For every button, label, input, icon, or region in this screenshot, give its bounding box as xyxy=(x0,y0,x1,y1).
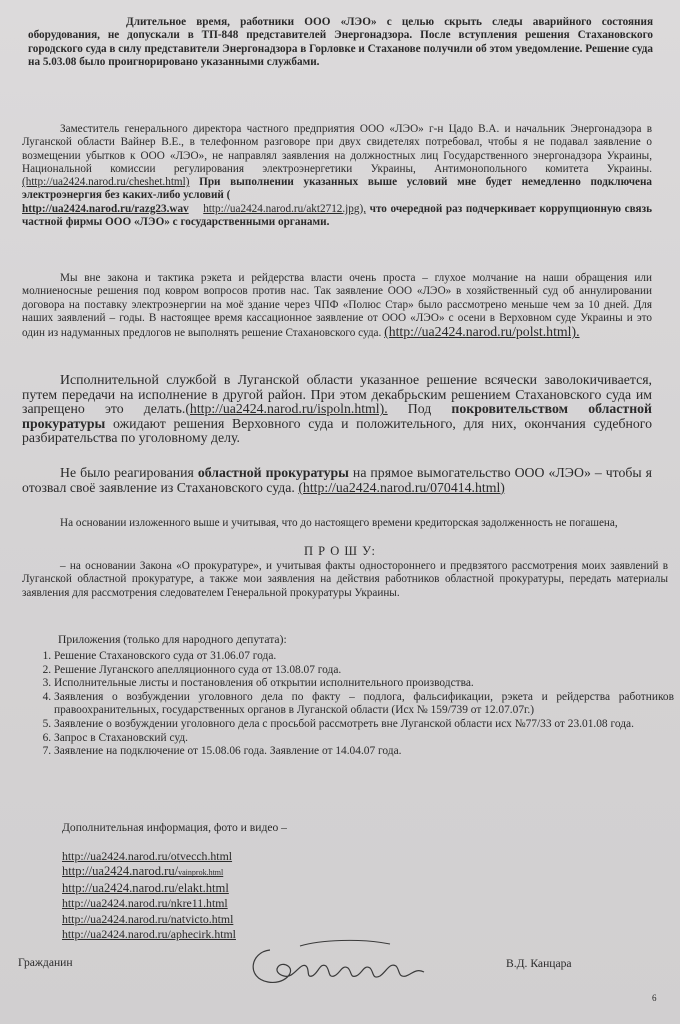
footer-signer-name: В.Д. Канцара xyxy=(506,957,572,970)
link-ispoln[interactable]: http://ua2424.narod.ru/ispoln.html). xyxy=(189,401,388,417)
paragraph-grounds: На основании изложенного выше и учитывая, что до настоящего времени кредиторская задолженность не погашена, xyxy=(60,517,618,529)
paragraph-enforcement-tail: ожидают решения Верховного суда и положительного, для них, окончания судебного разбирательства по уголовному делу. xyxy=(22,415,652,446)
demand-condition: При выполнении указанных выше условий мне будет немедленно подключена электроэнергия без каких-либо условий ( xyxy=(22,176,653,202)
corruption-statement: что очередной раз подчеркивает коррупционную связь частной фирмы ООО «ЛЭО» с государственными органами. xyxy=(22,202,653,229)
paragraph-racket-text: Мы вне закона и тактика рэкета и рейдерства власти очень проста – глухое молчание на наши обращения или молниеносные решения под ковром вопросов против нас. Так заявление ООО «ЛЭО» в хозяйственный суд об аннулировании договора на поставку электроэнергии на моё здание через ЧПФ «Полюс Стар» было рассмотрено меньше чем за 10 дней. Для наших заявлений – годы. В настоящее время кассационное заявление от ООО «ЛЭО» с осени в Верховном суде Украины и это один из надуманных предлогов не выполнять решение Стахановского суда. xyxy=(22,272,652,340)
signature-image xyxy=(240,932,440,992)
link-070414[interactable]: (http://ua2424.narod.ru/070414.html) xyxy=(298,479,505,495)
attachments-list xyxy=(28,650,674,759)
paragraph-enforcement xyxy=(22,373,652,446)
request-paragraph: – на основании Закона «О прокуратуре», и учитывая факты одностороннего и предвзятого рассмотрения моих заявлений в Луганской областной прокуратуре, а также мои заявления на действия работников областной прокуратуры, передать материалы заявления для рассмотрения следователем Генеральной прокуратуры Украины. xyxy=(22,560,668,599)
attachment-item: 5. Заявление о возбуждении уголовного дела с просьбой рассмотреть вне Луганской области исх №77/33 от 23.01.08 года. xyxy=(54,718,674,732)
link-aphecirk[interactable]: http://ua2424.narod.ru/aphecirk.html xyxy=(62,927,236,942)
extra-info-label: Дополнительная информация, фото и видео – xyxy=(62,821,287,834)
link-vainprok-page: vainprok.html xyxy=(178,868,224,878)
attachments-title: Приложения (только для народного депутата): xyxy=(58,633,287,646)
links-list xyxy=(62,849,236,942)
footer-citizen-label: Гражданин xyxy=(18,956,73,969)
link-vainprok-base: http://ua2424.narod.ru/ xyxy=(62,864,179,879)
attachment-item: 6. Запрос в Стахановский суд. xyxy=(54,732,674,746)
link-polst[interactable]: (http://ua2424.narod.ru/polst.html). xyxy=(384,324,580,340)
prosecutor-patronage: покровительством областной прокуратуры xyxy=(22,401,652,431)
paragraph-racket xyxy=(22,272,652,340)
link-natvicto[interactable]: http://ua2424.narod.ru/natvicto.html xyxy=(62,911,234,926)
intro-paragraph: Длительное время, работники ООО «ЛЭО» с целью скрыть следы аварийного состояния оборудования, не допускали в ТП-848 представителей Энергонадзора. После вступления решения Стахановского городского суда в силу представители Энергонадзора в Горловке и Стаханове получили об этом уведомление. Решение суда на 5.03.08 было проигнорировано указанными службами. xyxy=(28,16,653,68)
attachment-item: 7. Заявление на подключение от 15.08.06 года. Заявление от 14.04.07 года. xyxy=(54,745,674,759)
paragraph-enforcement-mid: Под xyxy=(387,401,452,417)
link-vainprok[interactable] xyxy=(62,864,236,880)
request-heading: П Р О Ш У: xyxy=(304,544,376,558)
regional-prosecutor: областной прокуратуры xyxy=(197,465,349,480)
attachment-item: 3. Исполнительные листы и постановления об открытии исполнительного производства. xyxy=(54,677,674,691)
link-akt2712[interactable]: http://ua2424.narod.ru/akt2712.jpg), xyxy=(203,202,367,215)
link-elakt[interactable]: http://ua2424.narod.ru/elakt.html xyxy=(62,880,229,895)
paragraph-enforcement-text: Исполнительной службой в Луганской области указанное решение всячески заволокичивается, путем передачи на исполнение в другой район. При этом декабрьским решением Стахановского суда им запрещено это делать.( xyxy=(22,372,652,417)
page-number: 6 xyxy=(652,993,657,1003)
link-nkre11[interactable]: http://ua2424.narod.ru/nkre11.html xyxy=(62,896,228,911)
link-cheshet[interactable]: (http://ua2424.narod.ru/cheshet.html) xyxy=(22,176,190,189)
paragraph-extortion-lead: Не было реагирования xyxy=(60,465,198,480)
attachment-item: 1. Решение Стахановского суда от 31.06.07 года. xyxy=(54,650,674,664)
link-otvecch[interactable]: http://ua2424.narod.ru/otvecch.html xyxy=(62,849,233,863)
attachment-item: 2. Решение Луганского апелляционного суда от 13.08.07 года. xyxy=(54,664,674,678)
paragraph-extortion xyxy=(22,466,652,495)
paragraph-extortion-text: на прямое вымогательство ООО «ЛЭО» – чтобы я отозвал своё заявление из Стахановского суда. xyxy=(22,465,653,495)
link-razg23[interactable]: http://ua2424.narod.ru/razg23.wav xyxy=(22,202,189,215)
paragraph-demand xyxy=(22,123,652,229)
attachment-item: 4. Заявления о возбуждении уголовного дела по факту – подлога, фальсификации, рэкета и рейдерства работников правоохранительных, государственных органов в Луганской области (Исх № 159/739 от 12.07.07г.) xyxy=(54,691,674,718)
paragraph-demand-text: Заместитель генерального директора частного предприятия ООО «ЛЭО» г-н Цадо В.А. и начальник Энергонадзора в Луганской области Вайнер В.Е., в телефонном разговоре при двух свидетелях потребовал, чтобы я не подавал заявление о возмещении убытков к ООО «ЛЭО», не направлял заявления на должностных лиц Государственного энергонадзора Украины, Национальной комиссии регулирования электроэнергетики Украины, Антимонопольного комитета Украины. xyxy=(22,123,652,175)
